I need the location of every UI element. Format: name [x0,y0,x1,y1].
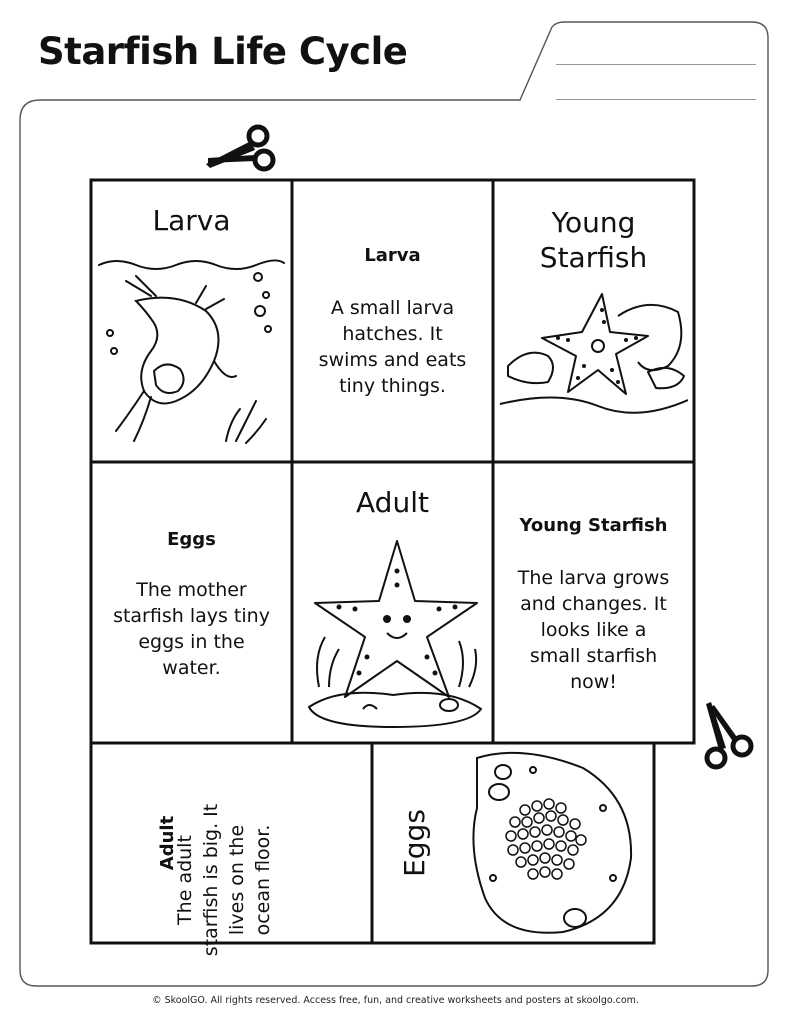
eggs-picture-card [373,744,653,942]
eggs-text-card [92,463,291,742]
eggs-text-heading: Eggs [167,529,216,550]
adult-text-card [92,744,371,957]
young-starfish-picture-card [494,181,693,461]
larva-text-body: A small larva hatches. It swims and eats tiny things. [318,297,467,397]
young-starfish-text-heading: Young Starfish [519,515,668,536]
larva-picture-label: Larva [152,204,231,237]
copyright-footer: © SkoolGO. All rights reserved. Access free, fun, and creative worksheets and posters at skoolgo.com. [152,995,639,1006]
larva-text-card [293,181,492,461]
young-starfish-illustration [498,286,688,416]
scissors-icon [698,696,758,780]
larva-picture-card [92,181,291,461]
adult-text-heading: Adult [157,815,178,871]
worksheet-title: Starfish Life Cycle [38,30,408,73]
scissors-icon [200,120,284,180]
adult-text-body: The adult starfish is big. It lives on the ocean floor. [174,803,274,957]
adult-picture-card [293,463,492,742]
larva-text-heading: Larva [364,245,421,266]
young-starfish-picture-label: Young Starfish [539,206,648,274]
young-starfish-text-card [494,463,693,742]
eggs-illustration [463,748,639,938]
eggs-picture-label: Eggs [398,809,431,877]
eggs-text-body: The mother starfish lays tiny eggs in the water. [113,579,270,679]
young-starfish-text-body: The larva grows and changes. It looks like a small starfish now! [517,567,670,693]
larva-illustration [96,251,286,451]
adult-picture-label: Adult [356,486,429,519]
adult-starfish-illustration [299,537,487,733]
